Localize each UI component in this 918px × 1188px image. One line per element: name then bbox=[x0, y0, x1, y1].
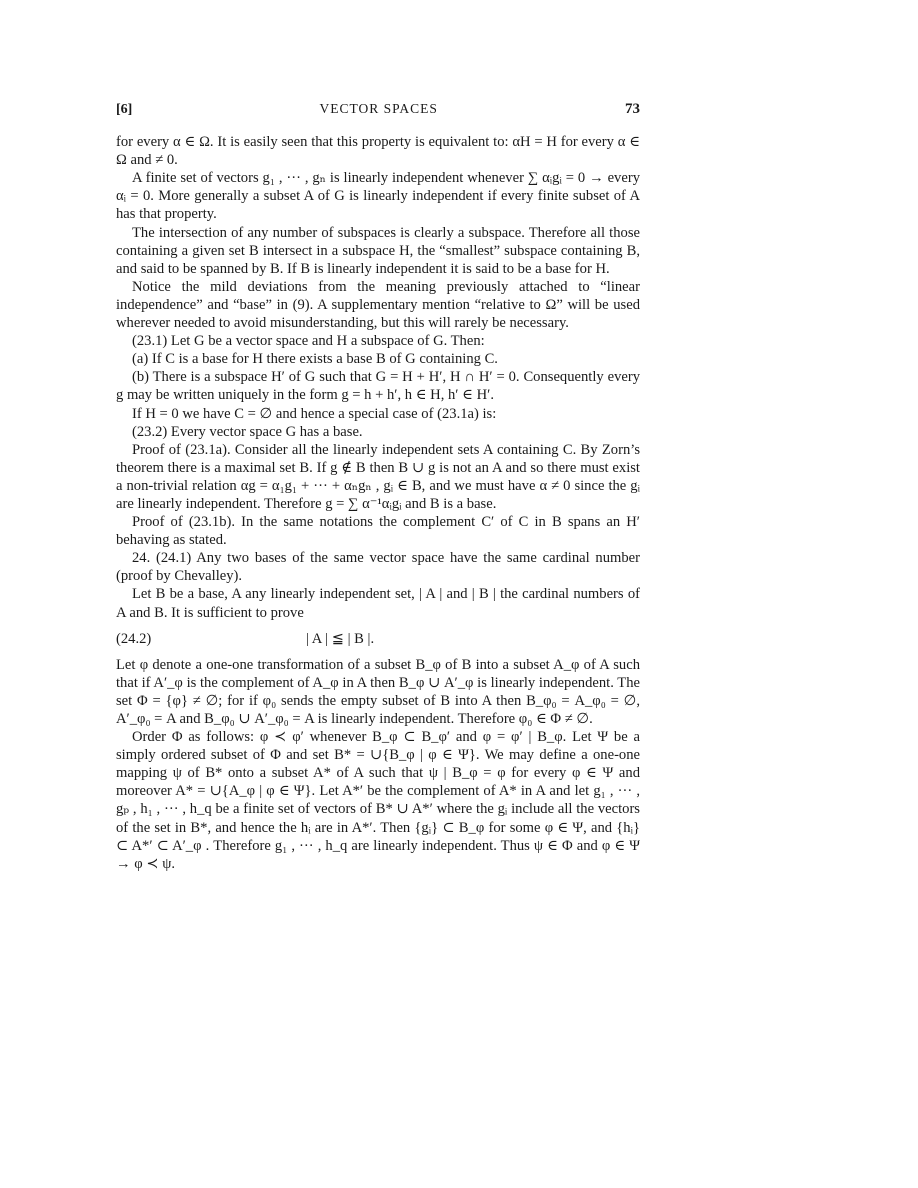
page-header bbox=[116, 100, 640, 119]
paragraph: Order Φ as follows: φ ≺ φ′ whenever B_φ ⊂ B_φ′ and φ = φ′ | B_φ. Let Ψ be a simply ordered subset of Φ and set B* = ∪{B_φ | φ ∈ Ψ}. We may define a one-one mapping ψ of B* onto a subset A* of A such that ψ | B_φ = φ for every φ ∈ Ψ and moreover A* = ∪{A_φ | φ ∈ Ψ}. Let A*′ be the complement of A* in A and let g₁ , ··· , gₚ , h₁ , ··· , h_q be a finite set of vectors of B* ∪ A*′ where the gᵢ include all the vectors of the set in B*, and hence the hᵢ are in A*′. Then {gᵢ} ⊂ B_φ for some φ ∈ Ψ, and {hᵢ} ⊂ A*′ ⊂ A′_φ . Therefore g₁ , ··· , h_q are linearly independent. Thus ψ ∈ Φ and φ ∈ Ψ → φ ≺ ψ. bbox=[116, 729, 640, 872]
equation-number: (24.2) bbox=[116, 630, 152, 647]
theorem-statement: (23.2) Every vector space G has a base. bbox=[132, 423, 363, 440]
paragraph: If H = 0 we have C = ∅ and hence a special case of (23.1a) is: bbox=[132, 405, 497, 422]
paragraph: Notice the mild deviations from the meaning previously attached to “linear independence” and “base” in (9). A supplementary mention “relative to Ω” will be used wherever needed to avoid misunderstanding, but this will rarely be necessary. bbox=[116, 278, 640, 332]
page bbox=[116, 100, 640, 873]
section-24: 24. (24.1) Any two bases of the same vector space have the same cardinal number (proof by Chevalley). bbox=[116, 550, 640, 585]
equation bbox=[116, 630, 640, 648]
section-number: [6] bbox=[116, 102, 133, 117]
paragraph: Let B be a base, A any linearly independent set, | A | and | B | the cardinal numbers of A and B. It is sufficient to prove bbox=[116, 586, 640, 621]
running-title: VECTOR SPACES bbox=[319, 101, 438, 116]
proof: Proof of (23.1a). Consider all the linearly independent sets A containing C. By Zorn’s theorem there is a maximal set B. If g ∉ B then B ∪ g is not an A and so there must exist a non-trivial relation αg = α₁g₁ + ··· + αₙgₙ , gᵢ ∈ B, and we must have α ≠ 0 since the gᵢ are linearly independent. Therefore g = ∑ α⁻¹αᵢgᵢ and B is a base. bbox=[116, 441, 640, 512]
paragraph: for every α ∈ Ω. It is easily seen that this property is equivalent to: αH = H for every α ∈ Ω and ≠ 0. bbox=[116, 134, 640, 169]
paragraph: The intersection of any number of subspaces is clearly a subspace. Therefore all those containing a given set B intersect in a subspace H, the “smallest” subspace containing B, and said to be spanned by B. If B is linearly independent it is said to be a base for H. bbox=[116, 224, 640, 277]
theorem-part-b: (b) There is a subspace H′ of G such that G = H + H′, H ∩ H′ = 0. Consequently every g may be written uniquely in the form g = h + h′, h ∈ H, h′ ∈ H′. bbox=[116, 369, 640, 404]
paragraph: A finite set of vectors g₁ , ··· , gₙ is linearly independent whenever ∑ αᵢgᵢ = 0 → every αᵢ = 0. More generally a subset A of G is linearly independent if every finite subset of A has that property. bbox=[116, 170, 640, 223]
proof: Proof of (23.1b). In the same notations the complement C′ of C in B spans an H′ behaving as stated. bbox=[116, 514, 640, 549]
page-number: 73 bbox=[625, 101, 640, 117]
theorem-statement: (23.1) Let G be a vector space and H a subspace of G. Then: bbox=[132, 333, 485, 350]
theorem-part-a: (a) If C is a base for H there exists a base B of G containing C. bbox=[132, 351, 498, 368]
paragraph: Let φ denote a one-one transformation of a subset B_φ of B into a subset A_φ of A such that if A′_φ is the complement of A_φ in A then B_φ ∪ A′_φ is linearly independent. The set Φ = {φ} ≠ ∅; for if φ₀ sends the empty subset of B into A then B_φ₀ = A_φ₀ = ∅, A′_φ₀ = A and B_φ₀ ∪ A′_φ₀ = A is linearly independent. Therefore φ₀ ∈ Φ ≠ ∅. bbox=[116, 656, 640, 727]
equation-body: | A | ≦ | B |. bbox=[306, 630, 375, 647]
